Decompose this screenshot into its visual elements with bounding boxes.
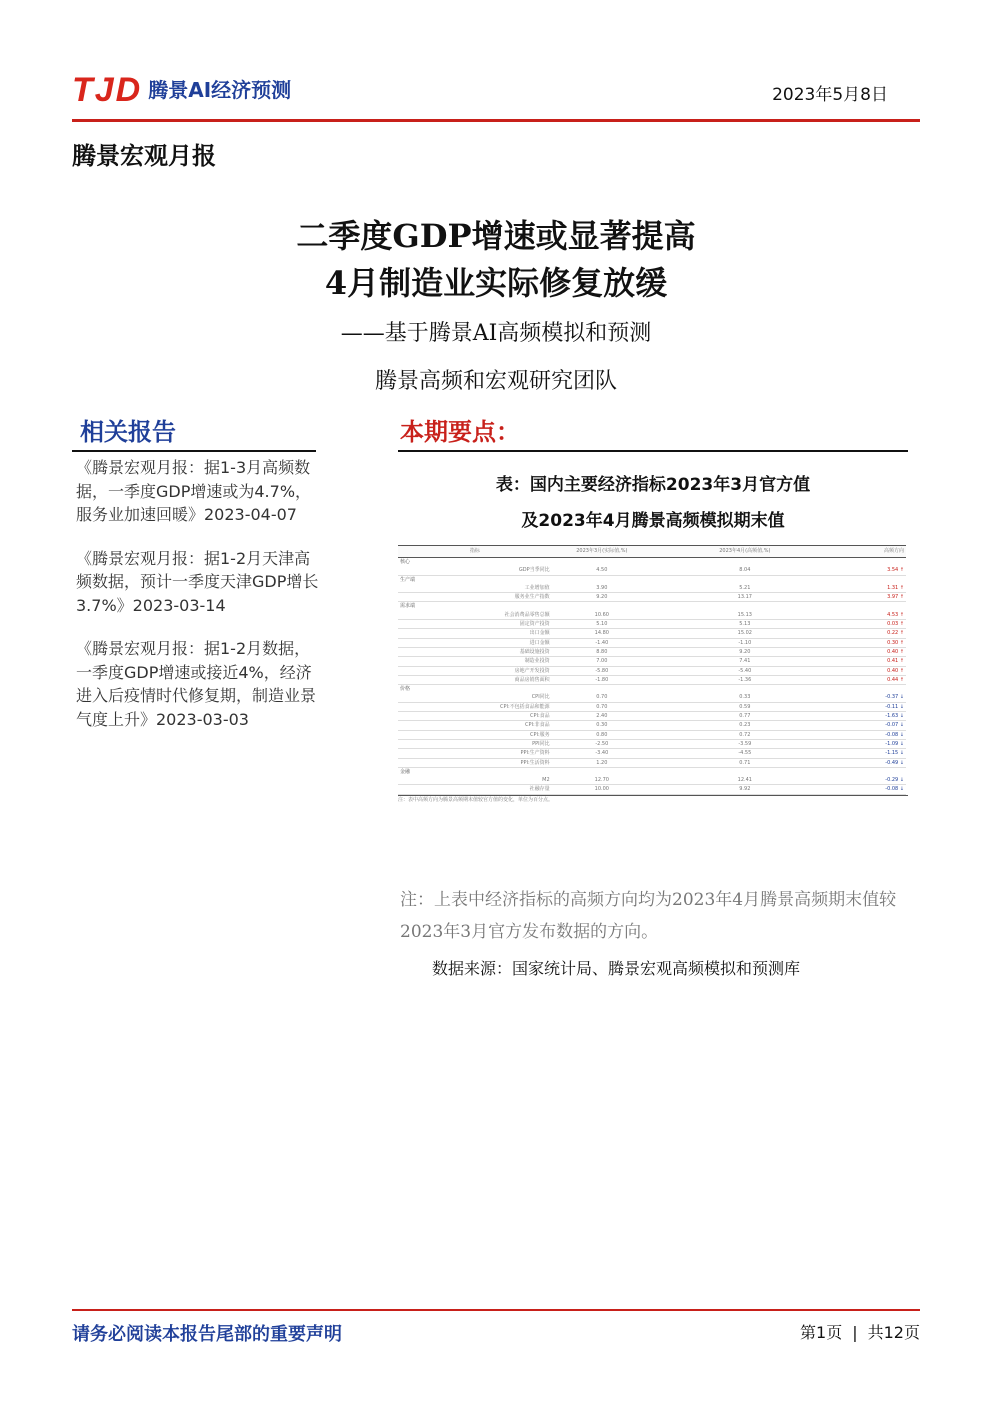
arrow-up-icon: ↑: [898, 630, 904, 637]
arrow-down-icon: ↓: [898, 731, 904, 738]
direction-value: 0.41: [887, 658, 899, 665]
direction-cell: [838, 584, 906, 593]
indicator-cell: CPI:食品: [398, 712, 552, 721]
direction-cell: [838, 749, 906, 758]
subtitle: ——基于腾景AI高频模拟和预测: [340, 321, 652, 346]
march-value-cell: 10.00: [552, 785, 652, 794]
arrow-down-icon: ↓: [898, 786, 904, 793]
direction-cell: [838, 739, 906, 748]
direction-value: -0.08: [885, 786, 899, 793]
april-value-cell: -1.10: [652, 638, 838, 647]
march-value-cell: 5.10: [552, 620, 652, 629]
arrow-up-icon: ↑: [898, 648, 904, 655]
indicator-cell: CPI同比: [398, 693, 552, 702]
table-header: 指标: [398, 546, 552, 558]
direction-value: -1.15: [885, 750, 899, 757]
march-value-cell: 14.80: [552, 629, 652, 638]
arrow-down-icon: ↓: [898, 759, 904, 766]
april-value-cell: -3.59: [652, 739, 838, 748]
april-value-cell: 7.41: [652, 657, 838, 666]
indicator-cell: PPI同比: [398, 739, 552, 748]
arrow-up-icon: ↑: [898, 639, 904, 646]
direction-cell: [838, 785, 906, 794]
arrow-down-icon: ↓: [898, 703, 904, 710]
direction-cell: [838, 758, 906, 767]
direction-value: 0.40: [887, 648, 899, 655]
direction-cell: [838, 566, 906, 575]
direction-cell: [838, 675, 906, 684]
related-report-link[interactable]: 《腾景宏观月报：据1-2月数据，一季度GDP增速或接近4%，经济进入后疫情时代修复期，制造业景气度上升》2023-03-03: [76, 639, 317, 729]
table-group-row: [398, 767, 906, 776]
direction-value: 3.54: [887, 567, 899, 574]
direction-value: 0.22: [887, 630, 899, 637]
april-value-cell: 0.33: [652, 693, 838, 702]
table-row: [398, 638, 906, 647]
indicator-cell: CPI:非食品: [398, 721, 552, 730]
key-points-heading: 本期要点：: [400, 417, 520, 446]
logo-text: 腾景AI经济预测: [148, 78, 292, 102]
arrow-up-icon: ↑: [898, 667, 904, 674]
table-row: [398, 566, 906, 575]
april-value-cell: 0.72: [652, 730, 838, 739]
direction-cell: [838, 611, 906, 620]
table-group-row: [398, 685, 906, 694]
table-row: [398, 693, 906, 702]
arrow-up-icon: ↑: [898, 611, 904, 618]
direction-cell: [838, 712, 906, 721]
header-divider: [72, 119, 920, 122]
direction-cell: [838, 593, 906, 602]
arrow-down-icon: ↓: [898, 722, 904, 729]
table-group-row: [398, 558, 906, 567]
current-page: 第1页: [800, 1323, 843, 1342]
direction-cell: [838, 629, 906, 638]
research-team: 腾景高频和宏观研究团队: [374, 369, 617, 394]
table-row: [398, 666, 906, 675]
report-date: 2023年5月8日: [772, 85, 888, 105]
related-reports-heading: 相关报告: [80, 417, 176, 446]
title-line-1: 二季度GDP增速或显著提高: [296, 217, 696, 255]
table-row: [398, 721, 906, 730]
arrow-up-icon: ↑: [898, 621, 904, 628]
direction-value: 3.97: [887, 594, 899, 601]
indicator-cell: M2: [398, 776, 552, 785]
march-value-cell: 9.20: [552, 593, 652, 602]
march-value-cell: -3.40: [552, 749, 652, 758]
direction-value: -0.49: [885, 759, 899, 766]
table-row: [398, 712, 906, 721]
table-row: [398, 593, 906, 602]
logo-mark: TJD: [72, 71, 143, 109]
direction-value: 0.40: [887, 667, 899, 674]
march-value-cell: 0.70: [552, 693, 652, 702]
indicator-cell: 进口金额: [398, 638, 552, 647]
april-value-cell: 15.02: [652, 629, 838, 638]
left-divider: [72, 450, 316, 452]
direction-cell: [838, 620, 906, 629]
table-group-label: 生产端: [398, 575, 906, 584]
total-pages: 共12页: [867, 1323, 920, 1342]
table-row: [398, 611, 906, 620]
direction-value: 0.44: [887, 676, 899, 683]
indicator-cell: 工业增加值: [398, 584, 552, 593]
direction-value: 0.03: [887, 621, 899, 628]
april-value-cell: 0.71: [652, 758, 838, 767]
table-group-label: 核心: [398, 558, 906, 567]
march-value-cell: 0.80: [552, 730, 652, 739]
related-report-link[interactable]: 《腾景宏观月报：据1-3月高频数据，一季度GDP增速或为4.7%，服务业加速回暖》2023-04-07: [76, 458, 312, 524]
march-value-cell: -1.40: [552, 638, 652, 647]
direction-cell: [838, 702, 906, 711]
table-row: [398, 739, 906, 748]
indicator-cell: 社融存量: [398, 785, 552, 794]
arrow-down-icon: ↓: [898, 750, 904, 757]
arrow-up-icon: ↑: [898, 676, 904, 683]
march-value-cell: -2.50: [552, 739, 652, 748]
april-value-cell: -5.40: [652, 666, 838, 675]
april-value-cell: 12.41: [652, 776, 838, 785]
table-row: [398, 584, 906, 593]
march-value-cell: 3.90: [552, 584, 652, 593]
related-report-link[interactable]: 《腾景宏观月报：据1-2月天津高频数据，预计一季度天津GDP增长3.7%》2023-03-14: [76, 548, 319, 615]
table-row: [398, 629, 906, 638]
right-divider: [398, 450, 908, 452]
indicator-cell: 固定资产投资: [398, 620, 552, 629]
table-row: [398, 758, 906, 767]
april-value-cell: 0.77: [652, 712, 838, 721]
direction-cell: [838, 638, 906, 647]
direction-value: 1.31: [887, 584, 899, 591]
direction-cell: [838, 776, 906, 785]
april-value-cell: 0.59: [652, 702, 838, 711]
direction-value: -0.08: [885, 731, 899, 738]
related-reports-list: [76, 456, 322, 751]
table-title-line-2: 及2023年4月腾景高频模拟期末值: [521, 511, 785, 531]
direction-value: 0.30: [887, 639, 899, 646]
table-title-line-1: 表：国内主要经济指标2023年3月官方值: [495, 475, 811, 495]
table-group-label: 金融: [398, 767, 906, 776]
direction-cell: [838, 693, 906, 702]
table-row: [398, 647, 906, 656]
direction-value: -0.29: [885, 777, 899, 784]
table-group-label: 价格: [398, 685, 906, 694]
arrow-down-icon: ↓: [898, 777, 904, 784]
table-group-row: [398, 602, 906, 611]
table-row: [398, 785, 906, 794]
table-row: [398, 730, 906, 739]
direction-cell: [838, 666, 906, 675]
arrow-down-icon: ↓: [898, 694, 904, 701]
table-row: [398, 749, 906, 758]
april-value-cell: 5.21: [652, 584, 838, 593]
indicator-cell: 商品房销售面积: [398, 675, 552, 684]
arrow-down-icon: ↓: [898, 713, 904, 720]
table-group-label: 需求端: [398, 602, 906, 611]
indicator-cell: CPI:不包括食品和能源: [398, 702, 552, 711]
disclaimer: 请务必阅读本报告尾部的重要声明: [72, 1324, 342, 1345]
march-value-cell: 8.80: [552, 647, 652, 656]
arrow-up-icon: ↑: [898, 567, 904, 574]
indicator-cell: 社会消费品零售总额: [398, 611, 552, 620]
april-value-cell: -4.55: [652, 749, 838, 758]
indicator-cell: 制造业投资: [398, 657, 552, 666]
table-header-row: [398, 546, 906, 558]
table-group-row: [398, 575, 906, 584]
table-note: 注：上表中经济指标的高频方向均为2023年4月腾景高频期末值较2023年3月官方发布数据的方向。: [400, 890, 897, 942]
indicator-cell: 房地产开发投资: [398, 666, 552, 675]
table-row: [398, 675, 906, 684]
april-value-cell: 13.17: [652, 593, 838, 602]
april-value-cell: 15.13: [652, 611, 838, 620]
march-value-cell: 4.50: [552, 566, 652, 575]
table-header: 2023年4月(高频值,%): [652, 546, 838, 558]
april-value-cell: 9.20: [652, 647, 838, 656]
table-footnote: 注：表中高频方向为腾景高频期末值较官方值的变化，单位为百分点。: [398, 795, 908, 804]
data-source: 数据来源：国家统计局、腾景宏观高频模拟和预测库: [432, 959, 801, 978]
march-value-cell: 12.70: [552, 776, 652, 785]
indicator-cell: 基础设施投资: [398, 647, 552, 656]
title-line-2: 4月制造业实际修复放缓: [324, 264, 668, 302]
table-row: [398, 657, 906, 666]
table-row: [398, 776, 906, 785]
april-value-cell: 5.13: [652, 620, 838, 629]
april-value-cell: 8.04: [652, 566, 838, 575]
indicator-cell: 出口金额: [398, 629, 552, 638]
march-value-cell: 1.20: [552, 758, 652, 767]
march-value-cell: 2.40: [552, 712, 652, 721]
direction-value: -0.07: [885, 722, 899, 729]
table-header: 2023年3月(实际值,%): [552, 546, 652, 558]
page-indicator: [800, 1320, 920, 1343]
direction-value: -1.09: [885, 740, 899, 747]
direction-cell: [838, 657, 906, 666]
direction-value: -0.37: [885, 694, 899, 701]
logo: [72, 72, 291, 108]
indicator-table: [398, 545, 908, 804]
march-value-cell: 7.00: [552, 657, 652, 666]
march-value-cell: -1.80: [552, 675, 652, 684]
direction-cell: [838, 730, 906, 739]
page-separator: |: [852, 1323, 858, 1342]
march-value-cell: -5.80: [552, 666, 652, 675]
footer-divider: [72, 1309, 920, 1311]
indicator-cell: PPI:生产资料: [398, 749, 552, 758]
direction-cell: [838, 647, 906, 656]
direction-value: -0.11: [885, 703, 899, 710]
indicator-cell: CPI:服务: [398, 730, 552, 739]
april-value-cell: 0.23: [652, 721, 838, 730]
indicator-cell: GDP当季同比: [398, 566, 552, 575]
arrow-down-icon: ↓: [898, 740, 904, 747]
direction-cell: [838, 721, 906, 730]
arrow-up-icon: ↑: [898, 594, 904, 601]
april-value-cell: -1.36: [652, 675, 838, 684]
direction-value: 4.53: [887, 611, 899, 618]
april-value-cell: 9.92: [652, 785, 838, 794]
march-value-cell: 0.70: [552, 702, 652, 711]
indicator-cell: 服务业生产指数: [398, 593, 552, 602]
march-value-cell: 0.30: [552, 721, 652, 730]
indicator-cell: PPI:生活资料: [398, 758, 552, 767]
march-value-cell: 10.60: [552, 611, 652, 620]
table-row: [398, 702, 906, 711]
arrow-up-icon: ↑: [898, 658, 904, 665]
table-header: 高频方向: [838, 546, 906, 558]
arrow-up-icon: ↑: [898, 584, 904, 591]
direction-value: -1.63: [885, 713, 899, 720]
report-type: 腾景宏观月报: [72, 142, 216, 170]
table-row: [398, 620, 906, 629]
